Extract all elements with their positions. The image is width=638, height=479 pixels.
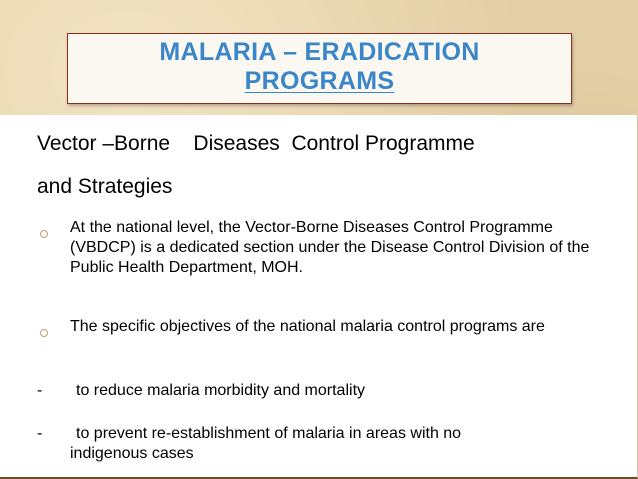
objective-text: to prevent re-establishment of malaria in areas with no <box>76 425 462 442</box>
dash-marker: - <box>37 425 43 442</box>
dash-marker: - <box>37 382 43 399</box>
slide-title-line-1: MALARIA – ERADICATION <box>159 38 480 66</box>
bullet-text: The specific objectives of the national malaria control programs are <box>70 318 545 335</box>
section-heading-line-2: and Strategies <box>37 175 173 198</box>
objective-text: to reduce malaria morbidity and mortality <box>76 382 366 399</box>
slide-title-line-2: PROGRAMS <box>244 67 395 95</box>
circle-bullet-icon <box>40 230 48 238</box>
slide-title-box <box>67 33 572 104</box>
objective-text-continuation: indigenous cases <box>70 445 194 462</box>
bullet-text: At the national level, the Vector-Borne Diseases Control Programme (VBDCP) is a dedicated section under the Disease Control Division of the Public Health Department, MOH. <box>70 219 590 276</box>
circle-bullet-icon <box>40 329 48 337</box>
content-panel <box>0 115 638 479</box>
section-heading-line-1: Vector –Borne Diseases Control Programme <box>37 132 475 155</box>
